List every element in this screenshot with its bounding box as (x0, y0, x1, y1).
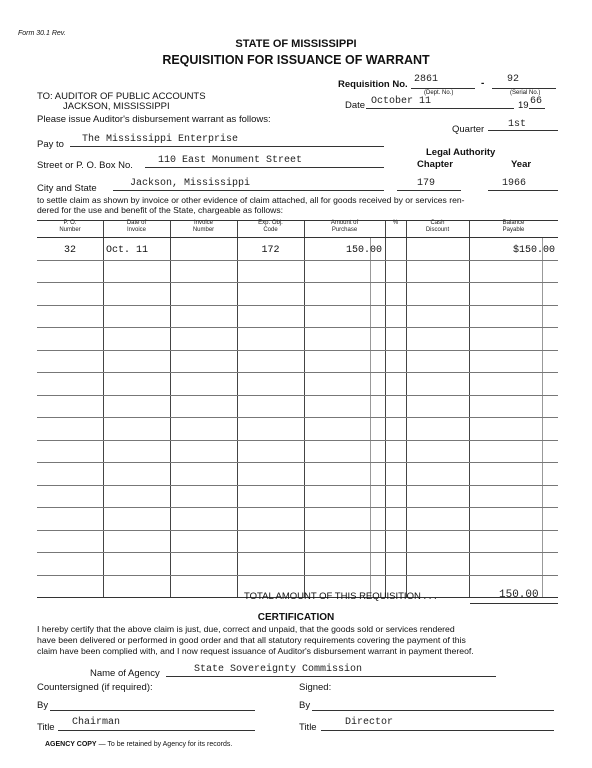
table-row-line (37, 395, 558, 396)
chapter-label: Chapter (417, 159, 453, 170)
signed-label: Signed: (299, 682, 332, 693)
table-row-line (37, 575, 558, 576)
countersigned-label: Countersigned (if required): (37, 682, 153, 693)
requisition-dash: - (481, 78, 485, 89)
table-column-divider (170, 220, 171, 597)
footer-note (45, 741, 232, 748)
date-year-suffix: 66 (530, 96, 543, 107)
state-title: STATE OF MISSISSIPPI (235, 38, 357, 50)
total-value: 150.00 (499, 589, 539, 601)
table-header-line-1: Amount of (330, 220, 359, 226)
table-header-line-1: % (392, 220, 399, 226)
claim-table (37, 220, 558, 597)
table-row-line (37, 417, 558, 418)
certification-line-1: I hereby certify that the above claim is just, due, correct and unpaid, that the goods sold or services rendered (37, 624, 455, 634)
table-row-line (37, 260, 558, 261)
right-by-label: By (299, 700, 311, 711)
serial-number: 92 (507, 74, 520, 85)
table-header-line-2: Purchase (331, 227, 358, 233)
city-value: Jackson, Mississippi (130, 178, 251, 189)
table-header-line-1: Invoice (193, 220, 213, 226)
table-cell-date: Oct. 11 (106, 245, 149, 256)
table-row-line (37, 530, 558, 531)
requisition-number: 2861 (414, 74, 439, 85)
certification-line-3: claim have been complied with, and I now request issuance of Auditor's disbursement warrant in payment thereof. (37, 646, 474, 656)
left-title-label: Title (37, 722, 55, 733)
certification-title: CERTIFICATION (257, 612, 335, 623)
table-row-line (37, 372, 558, 373)
table-header (37, 220, 103, 237)
table-header (385, 220, 406, 237)
table-cell-amount: 150.00 (345, 245, 382, 256)
table-header-line-2: Number (192, 227, 215, 233)
table-column-divider (237, 220, 238, 597)
table-row-line (37, 305, 558, 306)
city-label: City and State (37, 183, 97, 194)
table-header-line-2: Payable (502, 227, 525, 233)
footer-text: — To be retained by Agency for its records. (98, 741, 233, 748)
agency-label: Name of Agency (90, 668, 160, 679)
settle-text-1: to settle claim as shown by invoice or other evidence of claim attached, all for goods received by or services ren- (37, 195, 465, 205)
to-line-2: JACKSON, MISSISSIPPI (63, 101, 170, 112)
street-label: Street or P. O. Box No. (37, 160, 133, 171)
pay-to-label: Pay to (37, 139, 64, 150)
table-header-line-2: Invoice (126, 227, 146, 233)
form-number: Form 30.1 Rev. (18, 30, 66, 37)
serial-no-label: (Serial No.) (510, 90, 541, 96)
table-row-line (37, 552, 558, 553)
table-top-line (37, 220, 558, 221)
table-header-line-2: Discount (425, 227, 450, 233)
date-value: October 11 (371, 96, 432, 107)
agency-value: State Sovereignty Commission (194, 664, 363, 675)
table-header-line-1: Cash (430, 220, 445, 226)
authority-year-value: 1966 (502, 178, 527, 189)
date-year-prefix: 19 (518, 100, 529, 111)
instruction-text: Please issue Auditor's disbursement warrant as follows: (37, 114, 271, 125)
table-header (170, 220, 237, 237)
street-value: 110 East Monument Street (158, 155, 303, 166)
table-header (103, 220, 170, 237)
table-header-line-1: Balance (502, 220, 525, 226)
table-header (406, 220, 469, 237)
table-row-line (37, 440, 558, 441)
left-title-value: Chairman (72, 717, 121, 728)
table-column-divider (469, 220, 470, 597)
table-header-line-2: Number (59, 227, 81, 233)
table-row-line (37, 327, 558, 328)
table-column-divider (406, 220, 407, 597)
table-column-divider (385, 220, 386, 597)
right-title-label: Title (299, 722, 317, 733)
table-row-line (37, 237, 558, 238)
quarter-label: Quarter (452, 124, 485, 135)
quarter-value: 1st (508, 119, 527, 130)
table-cell-balance: $150.00 (512, 245, 555, 256)
table-header (237, 220, 304, 237)
requisition-label: Requisition No. (338, 79, 408, 90)
pay-to-value: The Mississippi Enterprise (82, 134, 239, 145)
dept-no-label: (Dept. No.) (424, 90, 454, 96)
table-header-line-2: Code (263, 227, 278, 233)
table-header-line-1: Date of (126, 220, 147, 226)
settle-text-2: dered for the use and benefit of the State, chargeable as follows: (37, 205, 284, 215)
footer-agency-copy: AGENCY COPY (45, 741, 97, 748)
left-by-label: By (37, 700, 49, 711)
table-cell-code: 172 (261, 245, 280, 256)
table-row-line (37, 485, 558, 486)
year-label: Year (511, 159, 532, 170)
table-row-line (37, 282, 558, 283)
table-header-line-1: Exp. Obj. (258, 220, 283, 226)
legal-authority-label: Legal Authority (426, 147, 496, 158)
table-row-line (37, 507, 558, 508)
table-column-divider (304, 220, 305, 597)
total-label: TOTAL AMOUNT OF THIS REQUISITION . . . (244, 591, 437, 602)
to-line-1: TO: AUDITOR OF PUBLIC ACCOUNTS (37, 91, 206, 102)
table-header (304, 220, 385, 237)
right-title-value: Director (345, 717, 394, 728)
date-label: Date (345, 100, 366, 111)
form-title: REQUISITION FOR ISSUANCE OF WARRANT (162, 53, 430, 67)
table-header (469, 220, 558, 237)
table-cell-po: 32 (63, 245, 76, 256)
table-row-line (37, 350, 558, 351)
chapter-value: 179 (417, 178, 436, 189)
certification-line-2: have been delivered or performed in good order and that all statutory requirements covering the payment of this (37, 635, 466, 645)
table-column-divider (103, 220, 104, 597)
table-row-line (37, 462, 558, 463)
table-header-line-1: P. O. (63, 220, 77, 226)
